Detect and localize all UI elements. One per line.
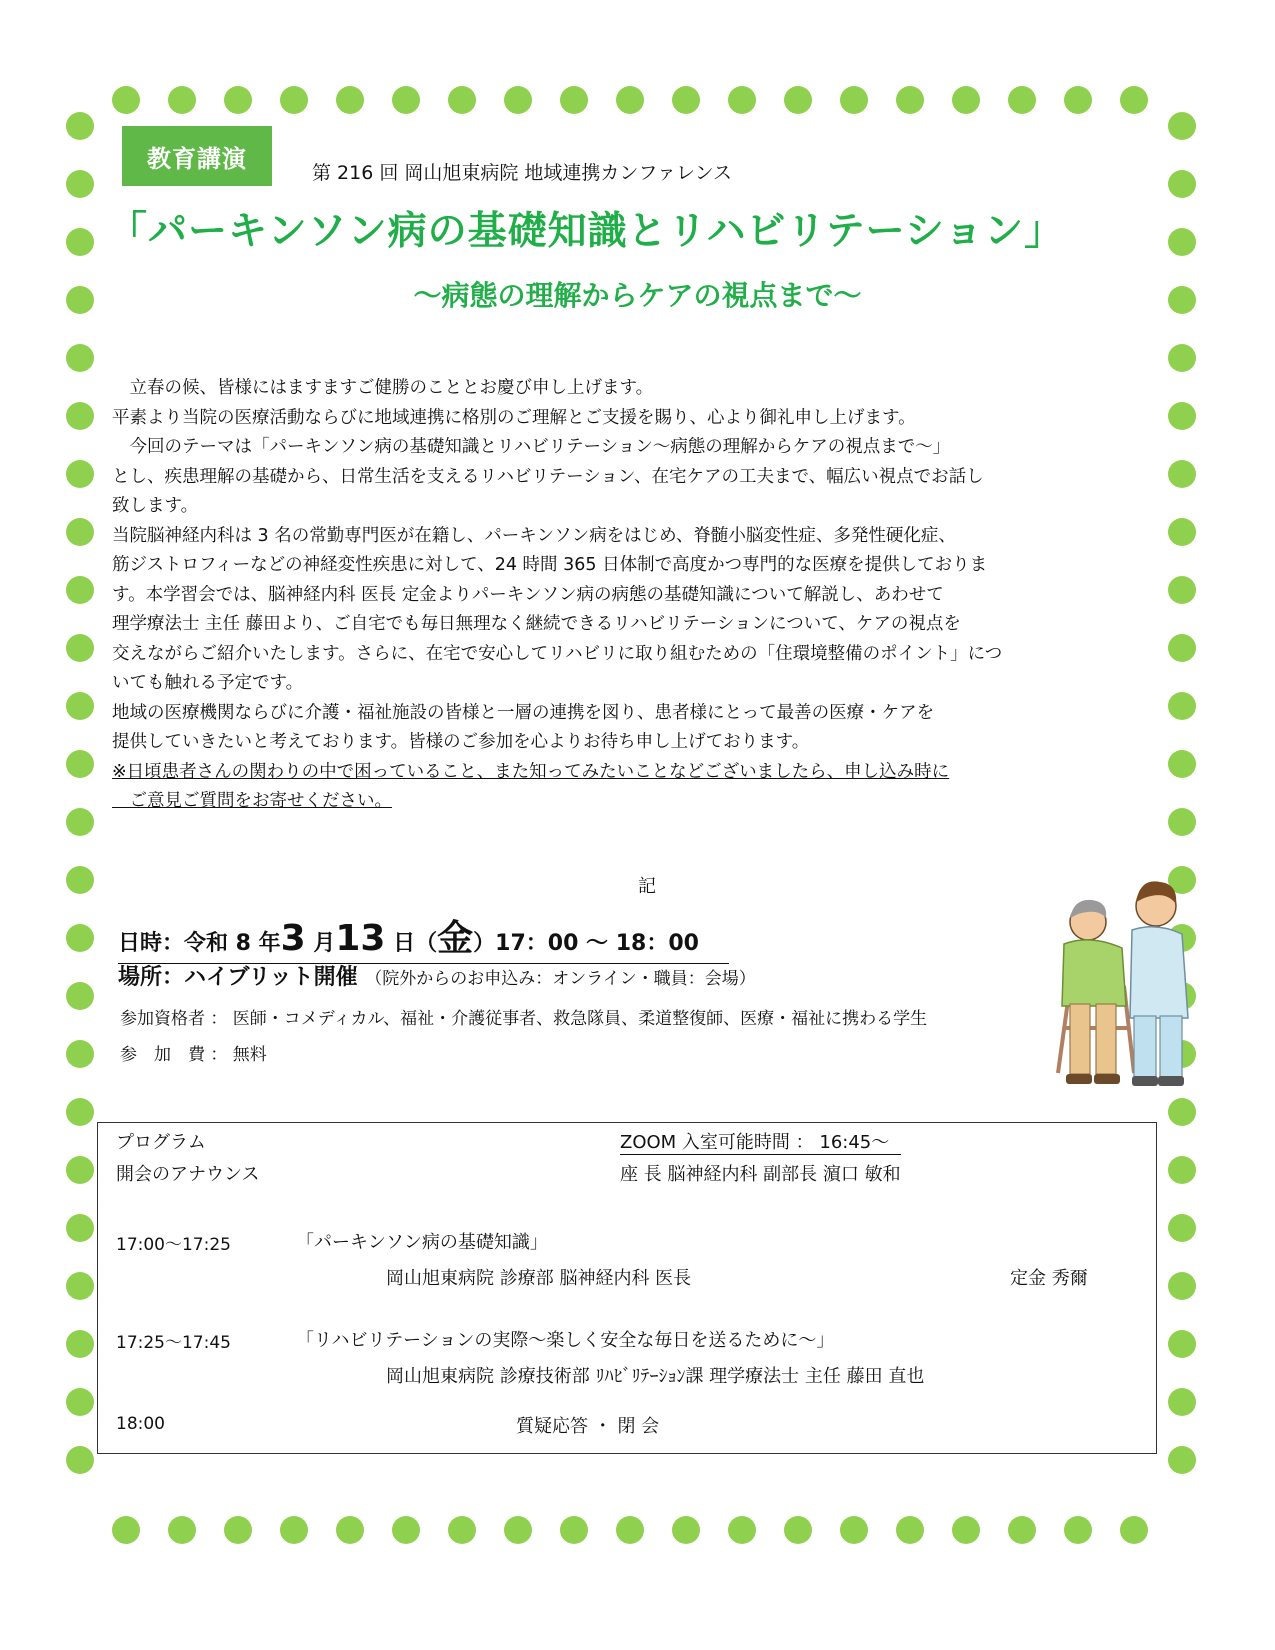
border-dot [66,1330,94,1358]
border-dot [66,518,94,546]
border-dot [168,86,196,114]
zoom-time: ZOOM 入室可能時間 ： 16:45〜 [620,1128,901,1155]
border-dot [1120,1516,1148,1544]
border-dot [728,1516,756,1544]
border-dot [280,86,308,114]
note-line: ※日頃患者さんの関わりの中で困っていること、また知ってみたいことなどございましたら、申し込み時に [112,761,950,782]
body-line: 今回のテーマは「パーキンソン病の基礎知識とリハビリテーション〜病態の理解からケアの視点まで〜」 [112,437,951,457]
program-title: 「リハビリテーションの実際〜楽しく安全な毎日を送るために〜」 [296,1330,835,1351]
weekday: 金 [437,918,474,959]
border-dot [66,1272,94,1300]
body-line: 地域の医療機関ならびに介護・福祉施設の皆様と一層の連携を図り、患者様にとって最善の医療・ケアを [112,702,935,723]
body-line: 当院脳神経内科は 3 名の常勤専門医が在籍し、パーキンソン病をはじめ、脊髄小脳変性症、多発性硬化症、 [112,525,956,546]
border-dot [448,86,476,114]
speaker-affiliation: 岡山旭東病院 診療技術部 ﾘﾊﾋﾞﾘﾃｰｼｮﾝ課 理学療法士 主任 藤田 直也 [386,1366,925,1387]
body-line: 理学療法士 主任 藤田より、ご自宅でも毎日無理なく継続できるリハビリテーションについて、ケアの視点を [112,614,961,634]
border-dot [1064,1516,1092,1544]
border-dot [66,808,94,836]
border-dot [168,1516,196,1544]
closing-time: 18:00 [116,1414,165,1434]
border-dot [392,86,420,114]
border-dot [1168,1272,1196,1300]
border-dot [1168,1446,1196,1474]
border-dot [840,86,868,114]
note-line-2: ご意見ご質問をお寄せください。 [112,791,392,811]
border-dot [1168,576,1196,604]
subtitle: 〜病態の理解からケアの視点まで〜 [413,279,862,312]
ki-mark: 記 [638,876,656,897]
program-heading: プログラム [116,1132,206,1153]
border-dot [66,634,94,662]
body-line: す。本学習会では、脳神経内科 医長 定金よりパーキンソン病の病態の基礎知識について解説し、あわせて [112,584,944,605]
border-dot [280,1516,308,1544]
month: 3 [280,918,306,959]
body-line: 筋ジストロフィーなどの神経変性疾患に対して、24 時間 365 日体制で高度かつ専門的な医療を提供しておりま [112,555,988,575]
border-dot [1168,634,1196,662]
participation-fee: 参 加 費 ： 無料 [120,1045,267,1065]
datetime-label: 日時：令和 8 年 [118,931,281,956]
border-dot [66,924,94,952]
event-datetime [118,910,729,964]
border-dot [1168,1388,1196,1416]
border-dot [66,112,94,140]
border-dot [224,1516,252,1544]
border-dot [66,1446,94,1474]
border-dot [448,1516,476,1544]
border-dot [1008,86,1036,114]
body-text [112,374,1172,817]
eligibility: 参加資格者 ： 医師・コメディカル、福祉・介護従事者、救急隊員、柔道整復師、医療・福祉に携わる学生 [120,1009,928,1029]
border-dot [1168,344,1196,372]
place-note: （院外からのお申込み：オンライン・職員：会場） [365,969,756,989]
border-dot [1168,692,1196,720]
border-dot [784,86,812,114]
border-dot [952,1516,980,1544]
border-dot [66,1214,94,1242]
border-dot [1168,1214,1196,1242]
border-dot [66,1388,94,1416]
body-line: 立春の候、皆様にはますますご健勝のこととお慶び申し上げます。 [112,378,654,398]
border-dot [784,1516,812,1544]
speaker-affiliation: 岡山旭東病院 診療部 脳神経内科 医長 [386,1268,692,1289]
border-dot [672,1516,700,1544]
event-time: ）17：00 〜 18：00 [473,931,699,956]
border-dot [66,982,94,1010]
border-dot [1168,1098,1196,1126]
day: 13 [335,918,386,959]
border-dot [1168,402,1196,430]
conference-title: 第 216 回 岡山旭東病院 地域連携カンファレンス [312,162,732,184]
border-dot [66,460,94,488]
border-dot [1168,228,1196,256]
border-dot [1168,1330,1196,1358]
body-line: いても触れる予定です。 [112,673,304,693]
body-line: 致します。 [112,496,199,516]
program-title: 「パーキンソン病の基礎知識」 [296,1232,548,1253]
month-unit: 月 [305,931,336,956]
border-dot [66,866,94,894]
border-dot [112,1516,140,1544]
border-dot [616,86,644,114]
border-dot [728,86,756,114]
border-dot [560,86,588,114]
border-dot [336,1516,364,1544]
border-dot [392,1516,420,1544]
body-line: 交えながらご紹介いたします。さらに、在宅で安心してリハビリに取り組むための「住環境整備のポイント」につ [112,643,1003,664]
border-dot [66,692,94,720]
border-dot [560,1516,588,1544]
border-dot [66,576,94,604]
border-dot [1168,460,1196,488]
border-dot [1168,1156,1196,1184]
border-dot [1168,112,1196,140]
day-unit: 日（ [385,931,438,956]
border-dot [66,170,94,198]
border-dot [66,1040,94,1068]
border-dot [616,1516,644,1544]
border-dot [896,86,924,114]
event-place [118,960,756,991]
border-dot [66,228,94,256]
border-dot [66,1156,94,1184]
body-line: とし、疾患理解の基礎から、日常生活を支えるリハビリテーション、在宅ケアの工夫まで、幅広い視点でお話し [112,466,984,487]
border-dot [336,86,364,114]
speaker-name: 定金 秀爾 [1010,1268,1088,1289]
note-line [112,787,1172,817]
border-dot [112,86,140,114]
border-dot [504,1516,532,1544]
border-dot [66,402,94,430]
opening-announcement: 開会のアナウンス [116,1164,260,1185]
border-dot [1168,808,1196,836]
border-dot [66,750,94,778]
border-dot [1120,86,1148,114]
border-dot [1168,750,1196,778]
border-dot [840,1516,868,1544]
body-line: 提供していきたいと考えております。皆様のご参加を心よりお待ち申し上げております。 [112,732,810,752]
closing: 質疑応答 ・ 閉 会 [516,1416,660,1437]
border-dot [896,1516,924,1544]
body-line: 平素より当院の医療活動ならびに地域連携に格別のご理解とご支援を賜り、心より御礼申し上げます。 [112,407,916,428]
border-dot [1064,86,1092,114]
place-label: 場所：ハイブリット開催 [118,965,358,990]
border-dot [1168,170,1196,198]
border-dot [1008,1516,1036,1544]
border-dot [952,86,980,114]
caregiver-illustration [1048,868,1220,1094]
main-title: 「パーキンソン病の基礎知識とリハビリテーション」 [108,209,1065,254]
border-dot [66,1098,94,1126]
lecture-badge: 教育講演 [122,126,272,186]
border-dot [672,86,700,114]
program-time: 17:00〜17:25 [116,1235,231,1255]
chairperson: 座 長 脳神経内科 副部長 濵口 敏和 [620,1164,901,1185]
border-dot [66,344,94,372]
border-dot [1168,518,1196,546]
border-dot [504,86,532,114]
program-time: 17:25〜17:45 [116,1333,231,1353]
border-dot [224,86,252,114]
